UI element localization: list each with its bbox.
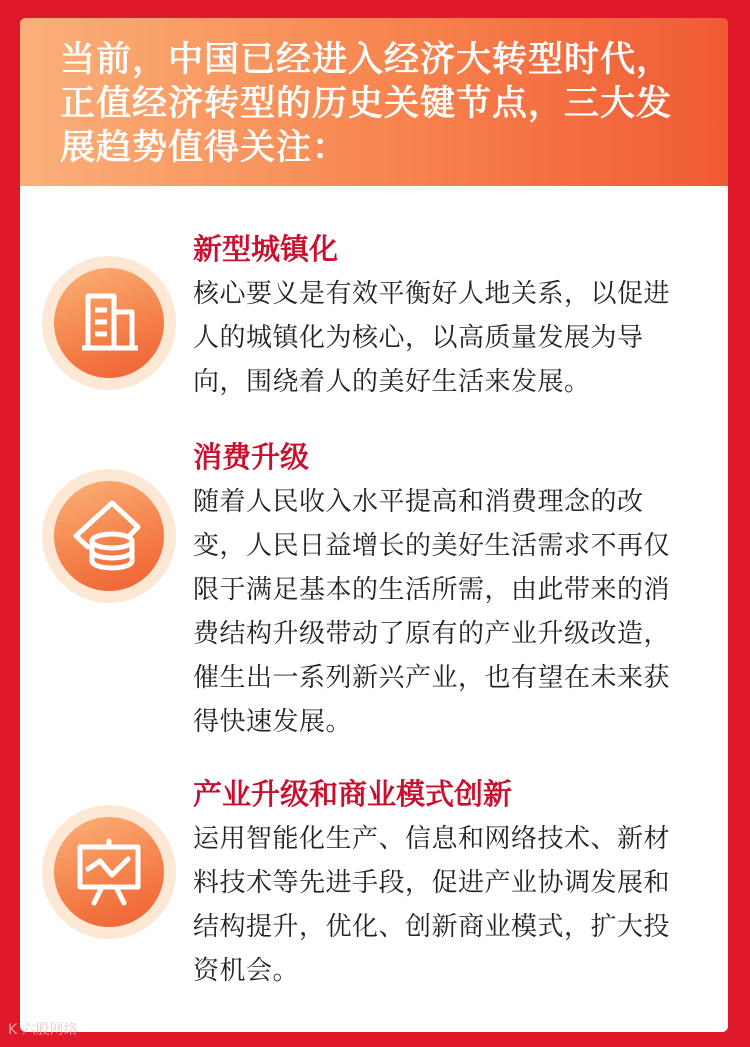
section-body: 核心要义是有效平衡好人地关系，以促进人的城镇化为核心，以高质量发展为导向，围绕着人的美好生活来发展。 <box>193 279 671 397</box>
coins-cash-icon <box>54 481 164 591</box>
watermark-logo: K 六股网络 <box>8 1022 78 1038</box>
presentation-icon-badge <box>42 805 176 939</box>
header-banner <box>20 18 728 186</box>
building-icon <box>54 268 164 378</box>
section-body: 随着人民收入水平提高和消费理念的改变，人民日益增长的美好生活需求不再仅限于满足基本的生活所需，由此带来的消费结构升级带动了原有的产业升级改造，催生出一系列新兴产业，也有望在未来获得快速发展。 <box>193 487 671 737</box>
banner-title: 当前，中国已经进入经济大转型时代，正值经济转型的历史关键节点，三大发展趋势值得关注： <box>60 40 673 168</box>
building-icon-badge <box>42 256 176 390</box>
section-body: 运用智能化生产、信息和网络技术、新材料技术等先进手段，促进产业协调发展和结构提升，优化、创新商业模式，扩大投资机会。 <box>193 824 671 986</box>
section-title: 消费升级 <box>193 440 310 474</box>
presentation-chart-icon <box>54 817 164 927</box>
content-card <box>20 18 728 1032</box>
section-title: 产业升级和商业模式创新 <box>193 777 513 811</box>
coins-icon-badge <box>42 469 176 603</box>
section-title: 新型城镇化 <box>193 232 339 266</box>
